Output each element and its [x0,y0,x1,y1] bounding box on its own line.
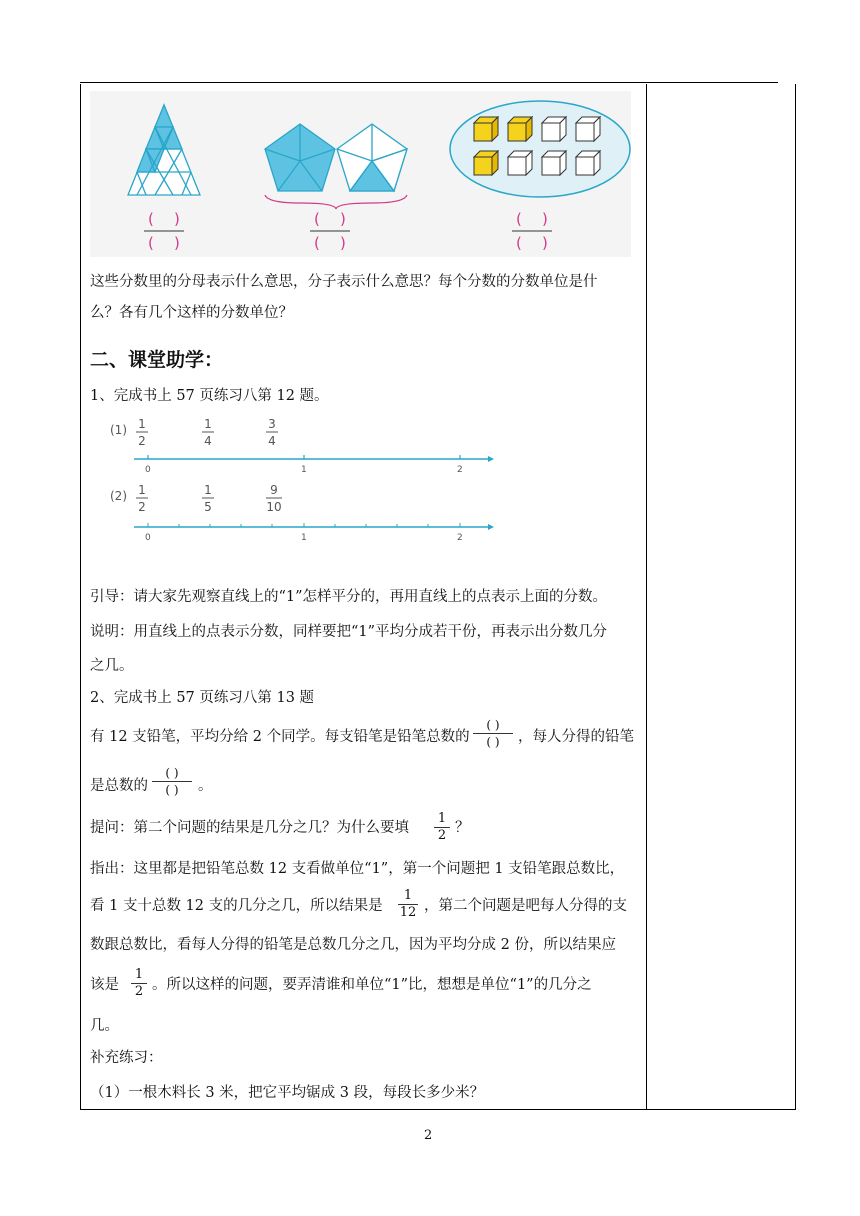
shapes-illustration [90,91,631,257]
point-line-1: 指出：这里都是把铅笔总数 12 支看做单位“1”，第一个问题把 1 支铅笔跟总数比， [90,861,625,877]
svg-text:): ) [542,234,548,252]
blank-fraction-2: ( ) ( ) [152,766,192,797]
question-line-2: 么？各有几个这样的分数单位？ [90,305,293,321]
question-line-1: 这些分数里的分母表示什么意思，分子表示什么意思？每个分数的分数单位是什 [90,274,598,290]
half-fraction-2: 1 2 [131,968,147,999]
problem-line-2b: 。 [198,778,213,794]
problem-line-1a: 有 12 支铅笔，平均分给 2 个同学。每支铅笔是铅笔总数的 [90,729,470,745]
point-line-2a: 看 1 支十总数 12 支的几分之几，所以结果是 [90,898,383,914]
svg-text:(: ( [516,210,522,228]
blank-fraction-1: ( ) ( ) [473,718,513,749]
svg-text:(: ( [148,234,154,252]
number-lines [100,414,500,544]
guide-text: 引导：请大家先观察直线上的“1”怎样平分的，再用直线上的点表示上面的分数。 [90,589,608,605]
point-line-5: 几。 [90,1018,119,1034]
svg-text:(: ( [314,234,320,252]
explain-line-1: 说明：用直线上的点表示分数，同样要把“1”平均分成若干份，再表示出分数几分 [90,624,608,640]
svg-text:0: 0 [145,465,151,475]
pentagon-filled [265,124,335,191]
cube-empty [576,117,600,141]
svg-text:(: ( [314,210,320,228]
svg-text:(: ( [516,234,522,252]
svg-text:1: 1 [204,417,212,431]
cube-empty [542,117,566,141]
svg-text:): ) [542,210,548,228]
svg-text:9: 9 [270,483,278,497]
point-line-4a: 该是 [90,977,119,993]
task2: 2、完成书上 57 页练习八第 13 题 [90,690,315,706]
frac1-num: ( [148,210,154,228]
svg-text:1: 1 [301,465,307,475]
svg-text:4: 4 [204,434,212,448]
svg-text:1: 1 [138,417,146,431]
triangle-shape [128,105,200,195]
pentagon-partial [337,124,407,191]
problem-line-1b: ，每人分得的铅笔 [518,729,634,745]
ask-end: ？ [455,820,470,836]
extra-question-1: （1）一根木料长 3 米，把它平均锯成 3 段，每段长多少米？ [90,1085,485,1101]
cube-empty [542,151,566,175]
table-column-divider [646,84,647,1110]
svg-text:3: 3 [268,417,276,431]
svg-text:1: 1 [138,483,146,497]
svg-text:): ) [340,210,346,228]
cube-yellow [474,117,498,141]
section-title: 二、课堂助学： [90,349,224,371]
svg-text:): ) [174,234,180,252]
point-line-4b: 。所以这样的问题，要弄清谁和单位“1”比，想想是单位“1”的几分之 [152,977,592,993]
nl1-label: (1) [110,423,127,437]
svg-text:2: 2 [457,465,463,475]
extra-title: 补充练习： [90,1050,163,1066]
nl2-label: (2) [110,489,127,503]
svg-text:2: 2 [138,434,146,448]
svg-text:4: 4 [268,434,276,448]
twelfth-fraction: 1 12 [399,888,417,920]
header-rule [80,82,778,83]
task1: 1、完成书上 57 页练习八第 12 题。 [90,388,329,404]
svg-text:): ) [340,234,346,252]
cube-yellow [508,117,532,141]
point-line-3: 数跟总数比，看每人分得的铅笔是总数几分之几，因为平均分成 2 份，所以结果应 [90,937,616,953]
half-fraction-1: 1 2 [434,812,450,843]
cube-yellow [474,151,498,175]
page-number: 2 [424,1128,433,1143]
blank-fractions [144,210,552,252]
svg-text:0: 0 [145,533,151,543]
svg-text:5: 5 [204,500,212,514]
svg-text:1: 1 [204,483,212,497]
explain-line-2: 之几。 [90,658,134,674]
svg-text:2: 2 [457,533,463,543]
cube-empty [576,151,600,175]
fraction-figure [90,91,631,257]
svg-text:): ) [174,210,180,228]
svg-text:1: 1 [301,533,307,543]
cube-group [450,101,630,197]
svg-text:10: 10 [266,500,282,514]
problem-line-2a: 是总数的 [90,778,148,794]
cube-empty [508,151,532,175]
point-line-2b: ，第二个问题是吧每人分得的支 [424,898,627,914]
brace [265,195,407,209]
svg-text:2: 2 [138,500,146,514]
ask-text: 提问：第二个问题的结果是几分之几？为什么要填 [90,820,409,836]
